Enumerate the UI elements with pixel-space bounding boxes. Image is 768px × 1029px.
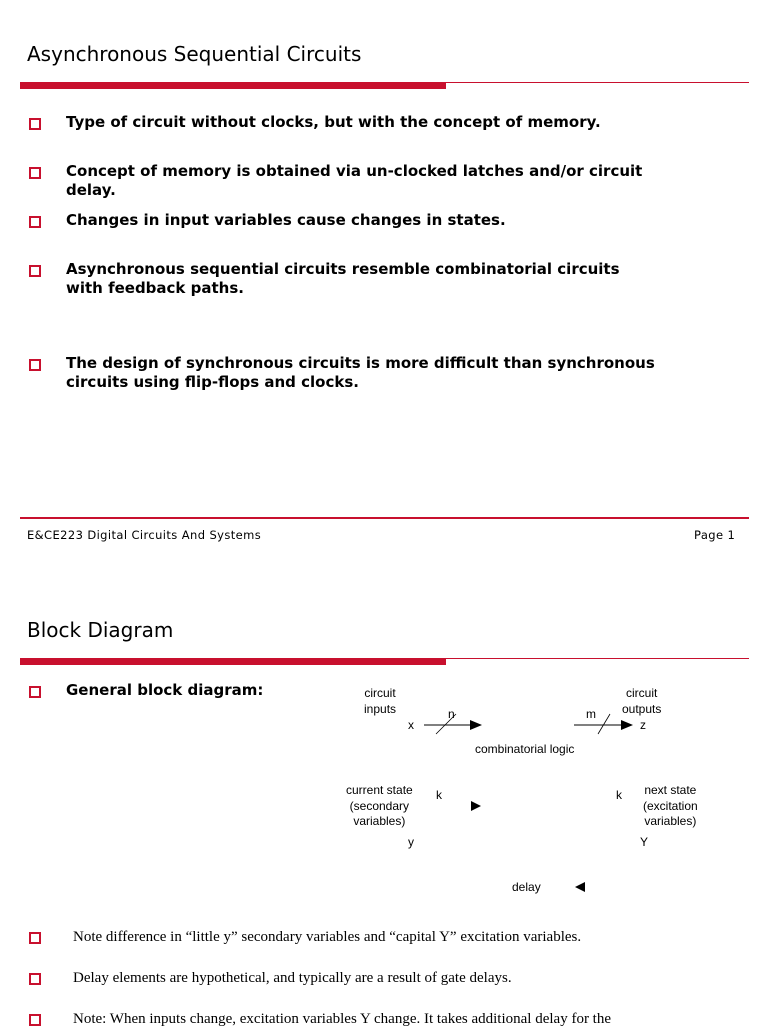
output-width-m-label: m (586, 707, 596, 721)
bullet-square-icon (29, 932, 41, 944)
bullet-text: Asynchronous sequential circuits resemble combinatorial circuits with feedback paths. (66, 260, 620, 297)
bullet-text: The design of synchronous circuits is more difficult than synchronous circuits using flip-flops and clocks. (66, 354, 655, 391)
secondary-y-label: y (408, 835, 414, 849)
input-width-n-label: n (448, 707, 455, 721)
excitation-Y-label: Y (640, 835, 649, 849)
slide-title: Block Diagram (27, 618, 174, 642)
footer-page-number: Page 1 (694, 528, 736, 542)
bullet-text: Concept of memory is obtained via un-clocked latches and/or circuit delay. (66, 162, 643, 199)
slide-title: Asynchronous Sequential Circuits (27, 42, 362, 66)
delay-label: delay (512, 880, 541, 894)
input-x-label: x (408, 718, 414, 732)
next-state-label: next state (excitation variables) (643, 783, 698, 828)
output-arrow-icon (574, 714, 633, 734)
bullet-text: Changes in input variables cause changes in states. (66, 211, 506, 229)
output-z-label: z (640, 718, 646, 732)
bullet-text: Type of circuit without clocks, but with the concept of memory. (66, 113, 601, 131)
state-width-k-left-label: k (436, 788, 442, 802)
bullet-square-icon (29, 1014, 41, 1026)
bullet-square-icon (29, 973, 41, 985)
combinatorial-logic-label: combinatorial logic (475, 742, 575, 756)
note-text: Note difference in “little y” secondary variables and “capital Y” excitation variables. (73, 929, 582, 945)
arrow-left-icon (575, 882, 585, 892)
circuit-outputs-label: circuit outputs (622, 686, 662, 716)
footer-course: E&CE223 Digital Circuits And Systems (27, 528, 262, 542)
current-state-label: current state (secondary variables) (346, 783, 413, 828)
input-arrow-icon (424, 714, 482, 734)
note-text: Note: When inputs change, excitation variables Y change. It takes additional delay for the (73, 1011, 612, 1027)
arrow-right-icon (471, 801, 481, 811)
note-text: Delay elements are hypothetical, and typically are a result of gate delays. (73, 970, 512, 986)
state-width-k-right-label: k (616, 788, 622, 802)
bullet-text: General block diagram: (66, 681, 264, 699)
circuit-inputs-label: circuit inputs (364, 686, 397, 716)
